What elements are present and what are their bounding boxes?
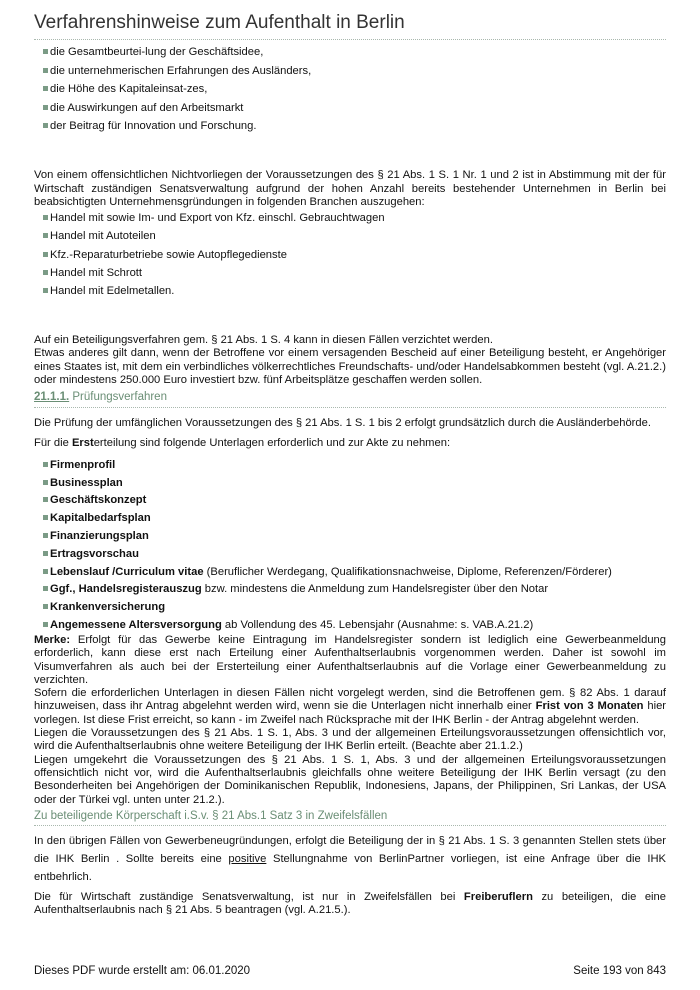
paragraph: Die für Wirtschaft zuständige Senatsverwaltung, ist nur in Zweifelsfällen bei Freiberuflern zu beteiligen, die eine Aufenthaltserlaubnis nach § 21 Abs. 5 beantragen (vgl. A.21.5.).	[34, 891, 666, 917]
list-item: Lebenslauf /Curriculum vitae (Beruflicher Werdegang, Qualifikationsnachweise, Diplome, Referenzen/Förderer)	[43, 566, 666, 579]
list-item: Handel mit Edelmetallen.	[43, 285, 666, 298]
page-footer	[34, 965, 666, 977]
bullet-square-icon	[43, 233, 48, 238]
list-item: Finanzierungsplan	[43, 530, 666, 543]
bullet-square-icon	[43, 480, 48, 485]
document-body	[34, 46, 666, 918]
bullet-square-icon	[43, 68, 48, 73]
list-item: Kfz.-Reparaturbetriebe sowie Autopflegedienste	[43, 249, 666, 262]
paragraph: Auf ein Beteiligungsverfahren gem. § 21 Abs. 1 S. 4 kann in diesen Fällen verzichtet werden.	[34, 334, 493, 347]
bullet-square-icon	[43, 569, 48, 574]
bullet-square-icon	[43, 586, 48, 591]
paragraph: Die Prüfung der umfänglichen Voraussetzungen des § 21 Abs. 1 S. 1 bis 2 erfolgt grundsätzlich durch die Ausländerbehörde.	[34, 416, 651, 429]
list-item: Ertragsvorschau	[43, 548, 666, 561]
criteria-list	[34, 46, 666, 133]
bullet-square-icon	[43, 462, 48, 467]
list-item: Angemessene Altersversorgung ab Vollendung des 45. Lebensjahr (Ausnahme: s. VAB.A.21.2)	[43, 619, 666, 632]
list-item: Firmenprofil	[43, 459, 666, 472]
paragraph: In den übrigen Fällen von Gewerbeneugründungen, erfolgt die Beteiligung der in § 21 Abs. 1 S. 3 genannten Stellen stets über die IHK Berlin . Sollte bereits eine positive Stellungnahme von BerlinPartner vorliegen, ist eine Anfrage über die IHK entbehrlich.	[34, 835, 666, 884]
paragraph: Liegen die Voraussetzungen des § 21 Abs. 1 S. 1, Abs. 3 und der allgemeinen Erteilungsvoraussetzungen offensichtlich vor, wird die Aufenthaltserlaubnis ohne weitere Beteiligung der IHK Berlin erteilt. (Beachte aber 21.1.2.)	[34, 727, 666, 753]
bullet-square-icon	[43, 49, 48, 54]
sector-list	[34, 212, 666, 298]
bullet-square-icon	[43, 86, 48, 91]
list-item: Businessplan	[43, 477, 666, 490]
page-number: Seite 193 von 843	[573, 965, 666, 977]
bullet-square-icon	[43, 123, 48, 128]
list-item: Geschäftskonzept	[43, 494, 666, 507]
paragraph: Etwas anderes gilt dann, wenn der Betroffene vor einem versagenden Bescheid auf einer Beteiligung besteht, er Angehöriger eines Staates ist, mit dem ein verbindliches völkerrechtliches Freundschafts- und/oder Handelsabkommen besteht (vgl. A.21.2.) oder mindestens 250.000 Euro investiert bzw. fünf Arbeitsplätze geschaffen werden sollen.	[34, 347, 666, 386]
list-item: die Gesamtbeurtei-lung der Geschäftsidee,	[43, 46, 666, 59]
merke-note: Merke: Erfolgt für das Gewerbe keine Eintragung im Handelsregister sondern ist lediglich eine Gewerbeanmeldung erforderlich, kann diese erst nach Erteilung einer Aufenthaltserlaubnis vorgenommen werden. Daher ist sowohl im Visumverfahren als auch bei der Ersterteilung einer Aufenthaltserlaubnis auf die Vorlage einer Gewerbeanmeldung zu verzichten.	[34, 633, 666, 686]
section-heading: 21.1.1. Prüfungsverfahren	[34, 391, 666, 407]
paragraph: Für die Ersterteilung sind folgende Unterlagen erforderlich und zur Akte zu nehmen:	[34, 436, 451, 449]
bullet-square-icon	[43, 515, 48, 520]
created-date: Dieses PDF wurde erstellt am: 06.01.2020	[34, 965, 251, 977]
list-item: Krankenversicherung	[43, 601, 666, 614]
bullet-square-icon	[43, 288, 48, 293]
bullet-square-icon	[43, 533, 48, 538]
list-item: der Beitrag für Innovation und Forschung.	[43, 120, 666, 133]
bullet-square-icon	[43, 604, 48, 609]
list-item: Handel mit sowie Im- und Export von Kfz. einschl. Gebrauchtwagen	[43, 212, 666, 225]
list-item: Kapitalbedarfsplan	[43, 512, 666, 525]
paragraph: Liegen umgekehrt die Voraussetzungen des § 21 Abs. 1 S. 1, Abs. 3 und der allgemeinen Erteilungsvoraussetzungen offensichtlich nicht vor, wird die Aufenthaltserlaubnis gleichfalls ohne weitere Beteiligung der IHK Berlin versagt (zu den Besonderheiten bei Angehörigen der Dominikanischen Republik, Indonesiens, Japans, der Philippinen, Sri Lankas, der USA oder der Türkei vgl. unten unter 21.2.).	[34, 753, 666, 806]
section-number-link[interactable]: 21.1.1.	[34, 391, 70, 404]
paragraph: Sofern die erforderlichen Unterlagen in diesen Fällen nicht vorgelegt werden, sind die Betroffenen gem. § 82 Abs. 1 darauf hinzuweisen, dass ihr Antrag abgelehnt werden wird, wenn sie die Unterlagen nicht innerhalb einer Frist von 3 Monaten hier vorlegen. Ist diese Frist erreicht, so kann - im Zweifel nach Rücksprache mit der IHK Berlin - der Antrag abgelehnt werden.	[34, 687, 667, 726]
bullet-square-icon	[43, 105, 48, 110]
paragraph: Von einem offensichtlichen Nichtvorliegen der Voraussetzungen des § 21 Abs. 1 S. 1 Nr. 1 und 2 ist in Abstimmung mit der für Wirtschaft zuständigen Senatsverwaltung aufgrund der hohen Anzahl bereits bestehender Unternehmen in Berlin bei beabsichtigten Unternehmensgründungen in folgenden Branchen auszugehen:	[34, 169, 666, 208]
bullet-square-icon	[43, 215, 48, 220]
bullet-square-icon	[43, 252, 48, 257]
documents-list	[34, 459, 666, 632]
list-item: die Höhe des Kapitaleinsat-zes,	[43, 83, 666, 96]
list-item: die unternehmerischen Erfahrungen des Ausländers,	[43, 65, 666, 78]
section-heading: Zu beteiligende Körperschaft i.S.v. § 21 Abs.1 Satz 3 in Zweifelsfällen	[34, 810, 666, 826]
bullet-square-icon	[43, 622, 48, 627]
bullet-square-icon	[43, 270, 48, 275]
list-item: Ggf., Handelsregisterauszug bzw. mindestens die Anmeldung zum Handelsregister über den Notar	[43, 583, 666, 596]
list-item: Handel mit Schrott	[43, 267, 666, 280]
list-item: die Auswirkungen auf den Arbeitsmarkt	[43, 102, 666, 115]
list-item: Handel mit Autoteilen	[43, 230, 666, 243]
bullet-square-icon	[43, 551, 48, 556]
page-title: Verfahrenshinweise zum Aufenthalt in Berlin	[34, 12, 666, 40]
bullet-square-icon	[43, 497, 48, 502]
